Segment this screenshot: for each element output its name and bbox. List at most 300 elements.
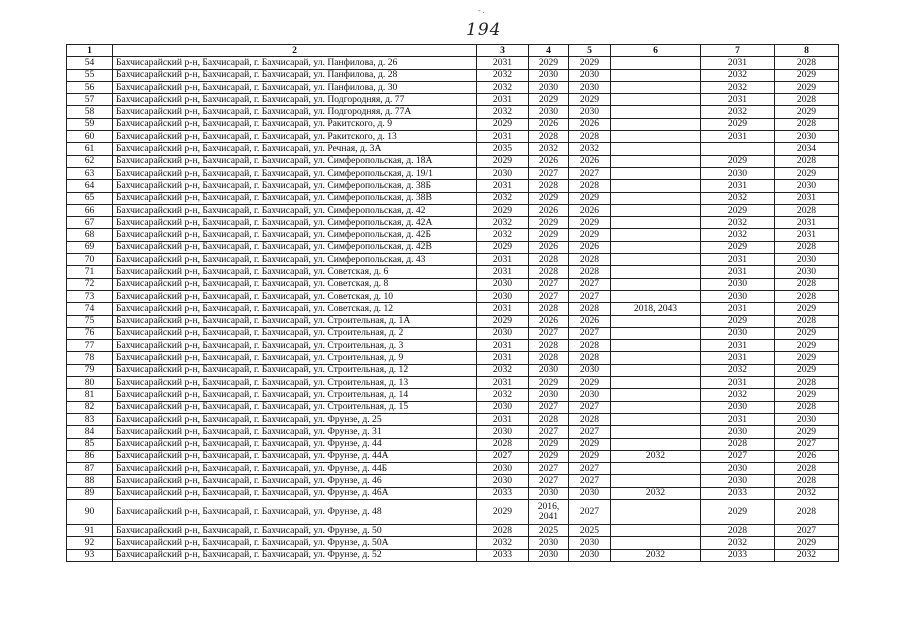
col4-cell: 2029 (529, 229, 569, 241)
col5-cell: 2029 (569, 377, 611, 389)
col8-cell: 2029 (775, 426, 839, 438)
table-row (67, 524, 839, 536)
col4-cell: 2027 (529, 327, 569, 339)
col3-cell: 2032 (477, 81, 529, 93)
address-cell: Бахчисарайский р-н, Бахчисарай, г. Бахчисарай, ул. Фрунзе, д. 46 (113, 475, 477, 487)
col7-cell: 2032 (701, 217, 775, 229)
row-number-cell: 77 (67, 340, 113, 352)
column-header: 8 (775, 45, 839, 57)
col6-cell (611, 254, 701, 266)
col3-cell: 2030 (477, 475, 529, 487)
col4-cell: 2029 (529, 377, 569, 389)
col5-cell: 2030 (569, 537, 611, 549)
col4-cell: 2016, 2041 (529, 499, 569, 524)
col5-cell: 2028 (569, 413, 611, 425)
col8-cell: 2028 (775, 499, 839, 524)
col3-cell: 2033 (477, 549, 529, 561)
col4-cell: 2030 (529, 81, 569, 93)
row-number-cell: 74 (67, 303, 113, 315)
table-row (67, 143, 839, 155)
col3-cell: 2031 (477, 180, 529, 192)
row-number-cell: 89 (67, 487, 113, 499)
col7-cell: 2031 (701, 266, 775, 278)
col6-cell (611, 57, 701, 69)
col8-cell: 2029 (775, 81, 839, 93)
col4-cell: 2030 (529, 549, 569, 561)
row-number-cell: 79 (67, 364, 113, 376)
table-row (67, 241, 839, 253)
col3-cell: 2031 (477, 352, 529, 364)
col7-cell: 2032 (701, 106, 775, 118)
address-cell: Бахчисарайский р-н, Бахчисарай, г. Бахчисарай, ул. Симферопольская, д. 19/1 (113, 167, 477, 179)
col5-cell: 2030 (569, 487, 611, 499)
table-row (67, 401, 839, 413)
schedule-table (66, 44, 839, 562)
col3-cell: 2031 (477, 377, 529, 389)
address-cell: Бахчисарайский р-н, Бахчисарай, г. Бахчисарай, ул. Строительная, д. 2 (113, 327, 477, 339)
address-cell: Бахчисарайский р-н, Бахчисарай, г. Бахчисарай, ул. Ракитского, д. 13 (113, 131, 477, 143)
col7-cell: 2031 (701, 131, 775, 143)
col4-cell: 2029 (529, 94, 569, 106)
col7-cell: 2028 (701, 438, 775, 450)
col8-cell: 2031 (775, 217, 839, 229)
col8-cell: 2031 (775, 229, 839, 241)
address-cell: Бахчисарайский р-н, Бахчисарай, г. Бахчисарай, ул. Фрунзе, д. 44 (113, 438, 477, 450)
col3-cell: 2032 (477, 192, 529, 204)
row-number-cell: 88 (67, 475, 113, 487)
row-number-cell: 63 (67, 167, 113, 179)
col6-cell (611, 315, 701, 327)
col4-cell: 2026 (529, 315, 569, 327)
row-number-cell: 73 (67, 290, 113, 302)
row-number-cell: 93 (67, 549, 113, 561)
row-number-cell: 83 (67, 413, 113, 425)
col7-cell: 2030 (701, 426, 775, 438)
col6-cell (611, 290, 701, 302)
col3-cell: 2032 (477, 106, 529, 118)
col8-cell: 2029 (775, 327, 839, 339)
col6-cell (611, 94, 701, 106)
col4-cell: 2032 (529, 143, 569, 155)
col3-cell: 2028 (477, 524, 529, 536)
col4-cell: 2030 (529, 487, 569, 499)
col5-cell: 2030 (569, 106, 611, 118)
col7-cell: 2031 (701, 180, 775, 192)
col8-cell: 2028 (775, 94, 839, 106)
table-row (67, 327, 839, 339)
row-number-cell: 90 (67, 499, 113, 524)
column-header: 5 (569, 45, 611, 57)
table-row (67, 217, 839, 229)
row-number-cell: 59 (67, 118, 113, 130)
col5-cell: 2030 (569, 69, 611, 81)
table-row (67, 438, 839, 450)
table-row (67, 131, 839, 143)
column-header: 7 (701, 45, 775, 57)
col5-cell: 2029 (569, 192, 611, 204)
address-cell: Бахчисарайский р-н, Бахчисарай, г. Бахчисарай, ул. Симферопольская, д. 38В (113, 192, 477, 204)
row-number-cell: 58 (67, 106, 113, 118)
col8-cell: 2028 (775, 278, 839, 290)
address-cell: Бахчисарайский р-н, Бахчисарай, г. Бахчисарай, ул. Фрунзе, д. 50А (113, 537, 477, 549)
col3-cell: 2032 (477, 229, 529, 241)
col8-cell: 2029 (775, 106, 839, 118)
table-row (67, 254, 839, 266)
col3-cell: 2029 (477, 155, 529, 167)
col5-cell: 2026 (569, 204, 611, 216)
col4-cell: 2028 (529, 303, 569, 315)
col6-cell (611, 364, 701, 376)
table-row (67, 69, 839, 81)
table-row (67, 118, 839, 130)
col6-cell (611, 389, 701, 401)
col5-cell: 2027 (569, 426, 611, 438)
col5-cell: 2032 (569, 143, 611, 155)
col8-cell: 2030 (775, 180, 839, 192)
col4-cell: 2028 (529, 266, 569, 278)
col8-cell: 2028 (775, 315, 839, 327)
col8-cell: 2028 (775, 475, 839, 487)
col8-cell: 2030 (775, 254, 839, 266)
address-cell: Бахчисарайский р-н, Бахчисарай, г. Бахчисарай, ул. Фрунзе, д. 48 (113, 499, 477, 524)
address-cell: Бахчисарайский р-н, Бахчисарай, г. Бахчисарай, ул. Советская, д. 12 (113, 303, 477, 315)
address-cell: Бахчисарайский р-н, Бахчисарай, г. Бахчисарай, ул. Фрунзе, д. 31 (113, 426, 477, 438)
col7-cell: 2030 (701, 463, 775, 475)
table-row (67, 389, 839, 401)
table-row (67, 229, 839, 241)
address-cell: Бахчисарайский р-н, Бахчисарай, г. Бахчисарай, ул. Строительная, д. 15 (113, 401, 477, 413)
col4-cell: 2027 (529, 463, 569, 475)
col7-cell: 2029 (701, 118, 775, 130)
col6-cell (611, 401, 701, 413)
col4-cell: 2028 (529, 413, 569, 425)
col8-cell: 2028 (775, 377, 839, 389)
col3-cell: 2027 (477, 450, 529, 462)
col5-cell: 2029 (569, 94, 611, 106)
col3-cell: 2032 (477, 537, 529, 549)
col3-cell: 2029 (477, 499, 529, 524)
address-cell: Бахчисарайский р-н, Бахчисарай, г. Бахчисарай, ул. Подгородняя, д. 77 (113, 94, 477, 106)
col8-cell: 2027 (775, 438, 839, 450)
col8-cell: 2028 (775, 118, 839, 130)
address-cell: Бахчисарайский р-н, Бахчисарай, г. Бахчисарай, ул. Ракитского, д. 9 (113, 118, 477, 130)
col5-cell: 2030 (569, 389, 611, 401)
col8-cell: 2034 (775, 143, 839, 155)
col3-cell: 2030 (477, 167, 529, 179)
col4-cell: 2029 (529, 57, 569, 69)
table-row (67, 340, 839, 352)
col5-cell: 2028 (569, 303, 611, 315)
col3-cell: 2031 (477, 57, 529, 69)
col3-cell: 2030 (477, 327, 529, 339)
col5-cell: 2029 (569, 450, 611, 462)
col6-cell (611, 229, 701, 241)
column-header: 2 (113, 45, 477, 57)
col6-cell: 2018, 2043 (611, 303, 701, 315)
col8-cell: 2028 (775, 57, 839, 69)
col4-cell: 2026 (529, 118, 569, 130)
col3-cell: 2033 (477, 487, 529, 499)
col4-cell: 2029 (529, 217, 569, 229)
col4-cell: 2029 (529, 450, 569, 462)
address-cell: Бахчисарайский р-н, Бахчисарай, г. Бахчисарай, ул. Строительная, д. 9 (113, 352, 477, 364)
col8-cell: 2029 (775, 537, 839, 549)
col7-cell: 2032 (701, 229, 775, 241)
col6-cell (611, 192, 701, 204)
col7-cell: 2031 (701, 94, 775, 106)
table-row (67, 278, 839, 290)
address-cell: Бахчисарайский р-н, Бахчисарай, г. Бахчисарай, ул. Симферопольская, д. 42В (113, 241, 477, 253)
table-row (67, 266, 839, 278)
col5-cell: 2027 (569, 499, 611, 524)
col7-cell: 2030 (701, 401, 775, 413)
col7-cell: 2031 (701, 377, 775, 389)
col4-cell: 2027 (529, 475, 569, 487)
col4-cell: 2030 (529, 389, 569, 401)
row-number-cell: 56 (67, 81, 113, 93)
row-number-cell: 57 (67, 94, 113, 106)
col5-cell: 2027 (569, 327, 611, 339)
col8-cell: 2030 (775, 131, 839, 143)
col8-cell: 2028 (775, 241, 839, 253)
col3-cell: 2031 (477, 303, 529, 315)
col5-cell: 2028 (569, 180, 611, 192)
table-row (67, 426, 839, 438)
col3-cell: 2031 (477, 94, 529, 106)
row-number-cell: 60 (67, 131, 113, 143)
col5-cell: 2027 (569, 401, 611, 413)
address-cell: Бахчисарайский р-н, Бахчисарай, г. Бахчисарай, ул. Фрунзе, д. 52 (113, 549, 477, 561)
col8-cell: 2029 (775, 69, 839, 81)
col7-cell: 2028 (701, 524, 775, 536)
col8-cell: 2027 (775, 524, 839, 536)
address-cell: Бахчисарайский р-н, Бахчисарай, г. Бахчисарай, ул. Строительная, д. 14 (113, 389, 477, 401)
col5-cell: 2028 (569, 352, 611, 364)
table-row (67, 364, 839, 376)
table-row (67, 352, 839, 364)
table-row (67, 377, 839, 389)
col4-cell: 2030 (529, 364, 569, 376)
col8-cell: 2032 (775, 549, 839, 561)
table-row (67, 303, 839, 315)
col5-cell: 2027 (569, 278, 611, 290)
page-number: 194 (466, 20, 502, 40)
col5-cell: 2029 (569, 57, 611, 69)
col8-cell: 2028 (775, 401, 839, 413)
address-cell: Бахчисарайский р-н, Бахчисарай, г. Бахчисарай, ул. Советская, д. 10 (113, 290, 477, 302)
col6-cell (611, 106, 701, 118)
col6-cell (611, 143, 701, 155)
address-cell: Бахчисарайский р-н, Бахчисарай, г. Бахчисарай, ул. Подгородняя, д. 77А (113, 106, 477, 118)
col6-cell (611, 241, 701, 253)
row-number-cell: 76 (67, 327, 113, 339)
col5-cell: 2025 (569, 524, 611, 536)
col6-cell (611, 340, 701, 352)
col4-cell: 2027 (529, 426, 569, 438)
col5-cell: 2028 (569, 131, 611, 143)
col6-cell (611, 426, 701, 438)
col3-cell: 2030 (477, 426, 529, 438)
col7-cell: 2032 (701, 69, 775, 81)
row-number-cell: 70 (67, 254, 113, 266)
col7-cell: 2033 (701, 487, 775, 499)
col3-cell: 2030 (477, 401, 529, 413)
page-top-mark: - . (478, 6, 485, 15)
col8-cell: 2028 (775, 155, 839, 167)
col7-cell: 2030 (701, 278, 775, 290)
col3-cell: 2031 (477, 266, 529, 278)
col4-cell: 2030 (529, 106, 569, 118)
col4-cell: 2027 (529, 167, 569, 179)
column-header: 3 (477, 45, 529, 57)
address-cell: Бахчисарайский р-н, Бахчисарай, г. Бахчисарай, ул. Симферопольская, д. 18А (113, 155, 477, 167)
table-row (67, 106, 839, 118)
address-cell: Бахчисарайский р-н, Бахчисарай, г. Бахчисарай, ул. Фрунзе, д. 46А (113, 487, 477, 499)
col3-cell: 2029 (477, 204, 529, 216)
row-number-cell: 81 (67, 389, 113, 401)
table-body (67, 57, 839, 562)
col5-cell: 2028 (569, 266, 611, 278)
col8-cell: 2029 (775, 303, 839, 315)
table-row (67, 537, 839, 549)
col3-cell: 2031 (477, 254, 529, 266)
col4-cell: 2028 (529, 254, 569, 266)
col5-cell: 2030 (569, 549, 611, 561)
col7-cell: 2031 (701, 352, 775, 364)
col5-cell: 2028 (569, 254, 611, 266)
table-row (67, 192, 839, 204)
address-cell: Бахчисарайский р-н, Бахчисарай, г. Бахчисарай, ул. Панфилова, д. 28 (113, 69, 477, 81)
address-cell: Бахчисарайский р-н, Бахчисарай, г. Бахчисарай, ул. Панфилова, д. 26 (113, 57, 477, 69)
row-number-cell: 69 (67, 241, 113, 253)
address-cell: Бахчисарайский р-н, Бахчисарай, г. Бахчисарай, ул. Фрунзе, д. 44Б (113, 463, 477, 475)
col7-cell: 2031 (701, 57, 775, 69)
col7-cell: 2029 (701, 155, 775, 167)
col3-cell: 2028 (477, 438, 529, 450)
column-header: 4 (529, 45, 569, 57)
col6-cell (611, 131, 701, 143)
col7-cell: 2029 (701, 499, 775, 524)
col7-cell: 2031 (701, 303, 775, 315)
col6-cell (611, 278, 701, 290)
col4-cell: 2029 (529, 438, 569, 450)
col7-cell: 2030 (701, 167, 775, 179)
col6-cell (611, 327, 701, 339)
col3-cell: 2032 (477, 217, 529, 229)
col7-cell: 2029 (701, 204, 775, 216)
table-row (67, 499, 839, 524)
table-row (67, 413, 839, 425)
col3-cell: 2032 (477, 69, 529, 81)
row-number-cell: 78 (67, 352, 113, 364)
column-header: 6 (611, 45, 701, 57)
col3-cell: 2031 (477, 340, 529, 352)
col3-cell: 2031 (477, 413, 529, 425)
row-number-cell: 80 (67, 377, 113, 389)
col7-cell: 2032 (701, 192, 775, 204)
col5-cell: 2027 (569, 463, 611, 475)
col4-cell: 2028 (529, 180, 569, 192)
col4-cell: 2028 (529, 340, 569, 352)
col5-cell: 2027 (569, 167, 611, 179)
col6-cell (611, 118, 701, 130)
col8-cell: 2028 (775, 204, 839, 216)
table-row (67, 475, 839, 487)
col8-cell: 2031 (775, 192, 839, 204)
col3-cell: 2032 (477, 364, 529, 376)
col3-cell: 2030 (477, 463, 529, 475)
col5-cell: 2030 (569, 81, 611, 93)
col6-cell (611, 463, 701, 475)
address-cell: Бахчисарайский р-н, Бахчисарай, г. Бахчисарай, ул. Фрунзе, д. 44А (113, 450, 477, 462)
address-cell: Бахчисарайский р-н, Бахчисарай, г. Бахчисарай, ул. Фрунзе, д. 25 (113, 413, 477, 425)
col6-cell (611, 524, 701, 536)
address-cell: Бахчисарайский р-н, Бахчисарай, г. Бахчисарай, ул. Строительная, д. 1А (113, 315, 477, 327)
column-header: 1 (67, 45, 113, 57)
col8-cell: 2028 (775, 290, 839, 302)
col7-cell: 2029 (701, 241, 775, 253)
col4-cell: 2030 (529, 537, 569, 549)
row-number-cell: 71 (67, 266, 113, 278)
row-number-cell: 92 (67, 537, 113, 549)
col4-cell: 2026 (529, 155, 569, 167)
col5-cell: 2027 (569, 475, 611, 487)
row-number-cell: 64 (67, 180, 113, 192)
col3-cell: 2032 (477, 389, 529, 401)
col7-cell: 2032 (701, 364, 775, 376)
address-cell: Бахчисарайский р-н, Бахчисарай, г. Бахчисарай, ул. Строительная, д. 3 (113, 340, 477, 352)
row-number-cell: 82 (67, 401, 113, 413)
row-number-cell: 62 (67, 155, 113, 167)
col3-cell: 2029 (477, 241, 529, 253)
col8-cell: 2029 (775, 167, 839, 179)
col6-cell (611, 204, 701, 216)
col6-cell (611, 155, 701, 167)
col7-cell: 2033 (701, 549, 775, 561)
table-row (67, 204, 839, 216)
address-cell: Бахчисарайский р-н, Бахчисарай, г. Бахчисарай, ул. Симферопольская, д. 42А (113, 217, 477, 229)
row-number-cell: 84 (67, 426, 113, 438)
col3-cell: 2029 (477, 315, 529, 327)
col6-cell (611, 217, 701, 229)
col4-cell: 2026 (529, 204, 569, 216)
col5-cell: 2026 (569, 155, 611, 167)
col8-cell: 2029 (775, 389, 839, 401)
col8-cell: 2029 (775, 352, 839, 364)
address-cell: Бахчисарайский р-н, Бахчисарай, г. Бахчисарай, ул. Строительная, д. 12 (113, 364, 477, 376)
col6-cell (611, 475, 701, 487)
table-header-row (67, 45, 839, 57)
col6-cell (611, 81, 701, 93)
col8-cell: 2029 (775, 340, 839, 352)
table-row (67, 463, 839, 475)
row-number-cell: 66 (67, 204, 113, 216)
col4-cell: 2028 (529, 352, 569, 364)
row-number-cell: 68 (67, 229, 113, 241)
col6-cell (611, 438, 701, 450)
col3-cell: 2030 (477, 290, 529, 302)
table-row (67, 57, 839, 69)
col7-cell: 2031 (701, 413, 775, 425)
address-cell: Бахчисарайский р-н, Бахчисарай, г. Бахчисарай, ул. Речная, д. 3А (113, 143, 477, 155)
table-row (67, 180, 839, 192)
address-cell: Бахчисарайский р-н, Бахчисарай, г. Бахчисарай, ул. Симферопольская, д. 38Б (113, 180, 477, 192)
col7-cell: 2032 (701, 81, 775, 93)
row-number-cell: 91 (67, 524, 113, 536)
table-row (67, 155, 839, 167)
row-number-cell: 87 (67, 463, 113, 475)
col7-cell: 2032 (701, 537, 775, 549)
